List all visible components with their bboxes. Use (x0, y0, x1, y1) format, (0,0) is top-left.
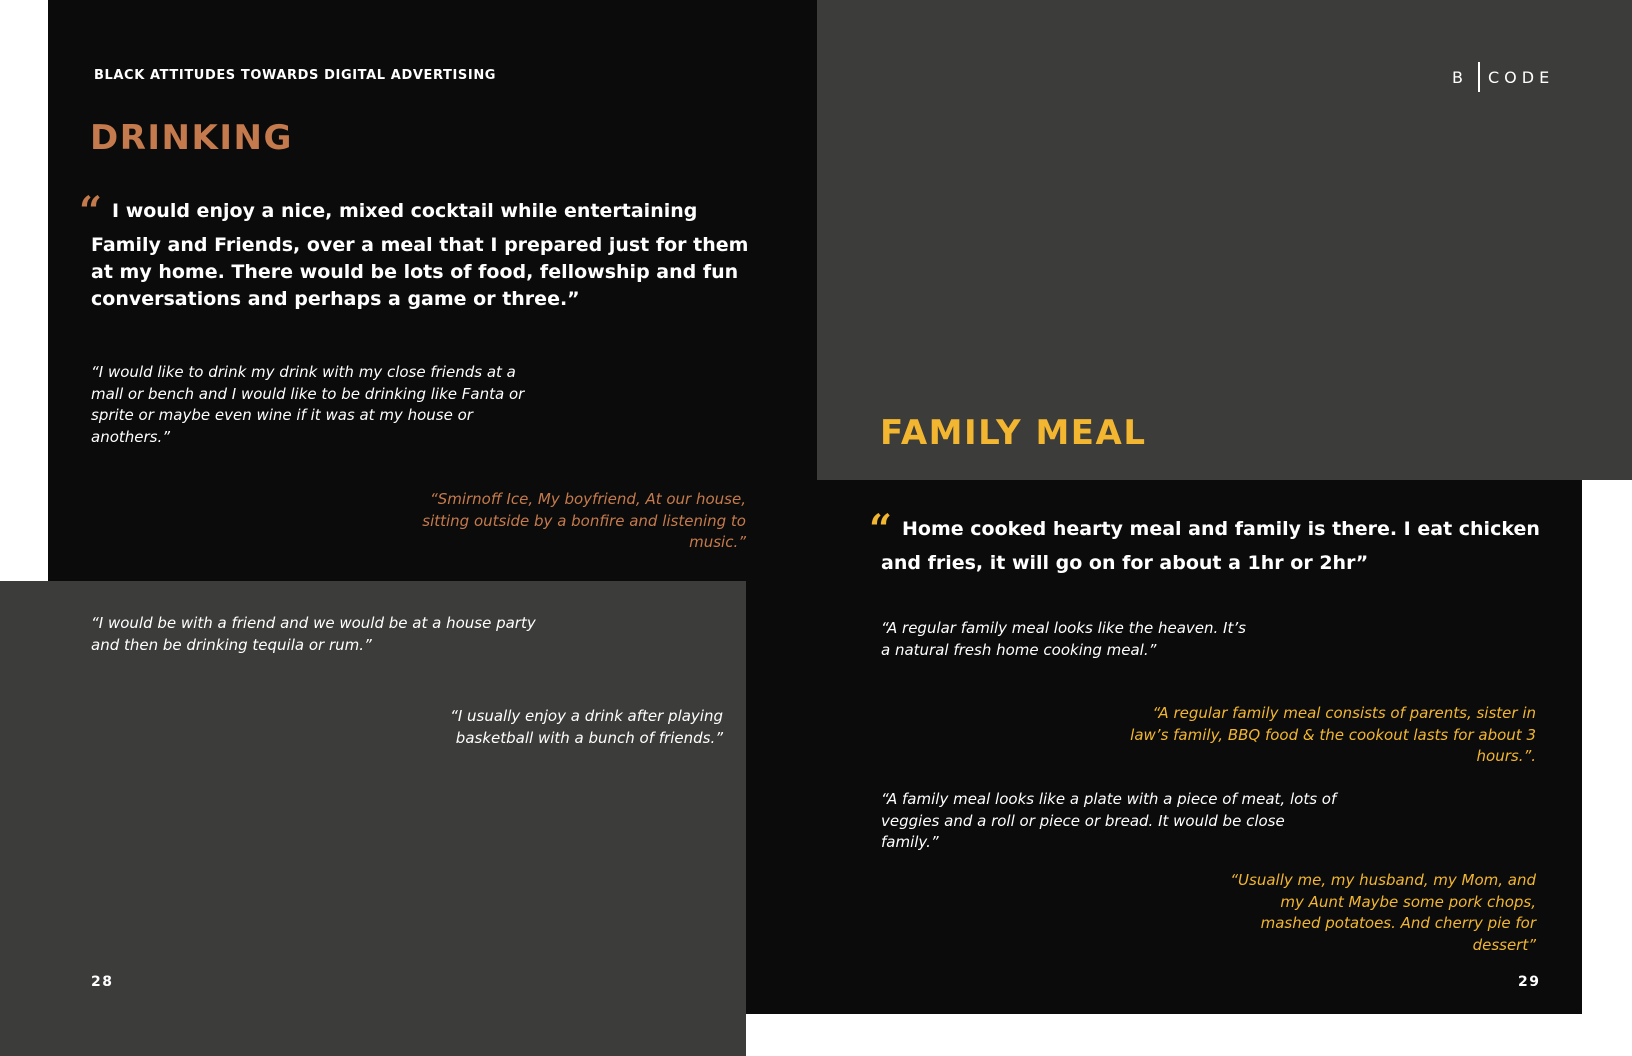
family-lead-quote (869, 506, 1541, 577)
heading-solid-word: DRINKING (90, 118, 293, 158)
logo-divider (1478, 62, 1480, 92)
page-number-left: 28 (91, 974, 114, 990)
drinking-quote-4: “I usually enjoy a drink after playing basketball with a bunch of friends.” (450, 707, 723, 747)
logo-letter-b: B (1452, 67, 1468, 87)
quote-mark-icon: “ (79, 188, 103, 235)
heading-solid-words: FAMILY MEAL (880, 413, 1147, 453)
lead-quote-text: Home cooked hearty meal and family is there. I eat chicken and fries, it will go on for about a 1hr or 2hr” (881, 518, 1540, 574)
report-title: BLACK ATTITUDES TOWARDS DIGITAL ADVERTISING (94, 68, 497, 83)
family-quote-3: “A family meal looks like a plate with a piece of meat, lots of veggies and a roll or piece or bread. It would be close family.” (881, 790, 1337, 851)
drinking-lead-quote (79, 188, 751, 313)
drinking-scenario-heading (90, 118, 513, 158)
lead-quote-text: I would enjoy a nice, mixed cocktail while entertaining Family and Friends, over a meal that I prepared just for them at my home. There would be lots of food, fellowship and fun conversations and perhaps a game or three.” (91, 200, 749, 310)
logo-word-code: CODE (1487, 67, 1555, 87)
family-quote-1: “A regular family meal looks like the heaven. It’s a natural fresh home cooking meal.” (881, 619, 1246, 659)
page-number-right: 29 (1518, 974, 1541, 990)
family-quote-4: “Usually me, my husband, my Mom, and my Aunt Maybe some pork chops, mashed potatoes. And cherry pie for dessert” (1230, 871, 1536, 954)
drinking-quote-3: “I would be with a friend and we would be at a house party and then be drinking tequila or rum.” (91, 614, 536, 654)
drinking-quote-1: “I would like to drink my drink with my close friends at a mall or bench and I would like to be drinking like Fanta or sprite or maybe even wine if it was at my house or anothers.” (91, 363, 525, 446)
bcode-logo (1452, 62, 1554, 92)
heading-outline-word: SCENARIO (1159, 413, 1368, 453)
heading-outline-word: SCENARIO (306, 118, 514, 158)
family-quote-2: “A regular family meal consists of parents, sister in law’s family, BBQ food & the cookout lasts for about 3 hours.”. (1130, 704, 1536, 765)
quote-mark-icon: “ (869, 506, 893, 553)
family-meal-scenario-heading (880, 413, 1367, 453)
drinking-quote-2: “Smirnoff Ice, My boyfriend, At our house, sitting outside by a bonfire and listening to music.” (422, 490, 746, 551)
